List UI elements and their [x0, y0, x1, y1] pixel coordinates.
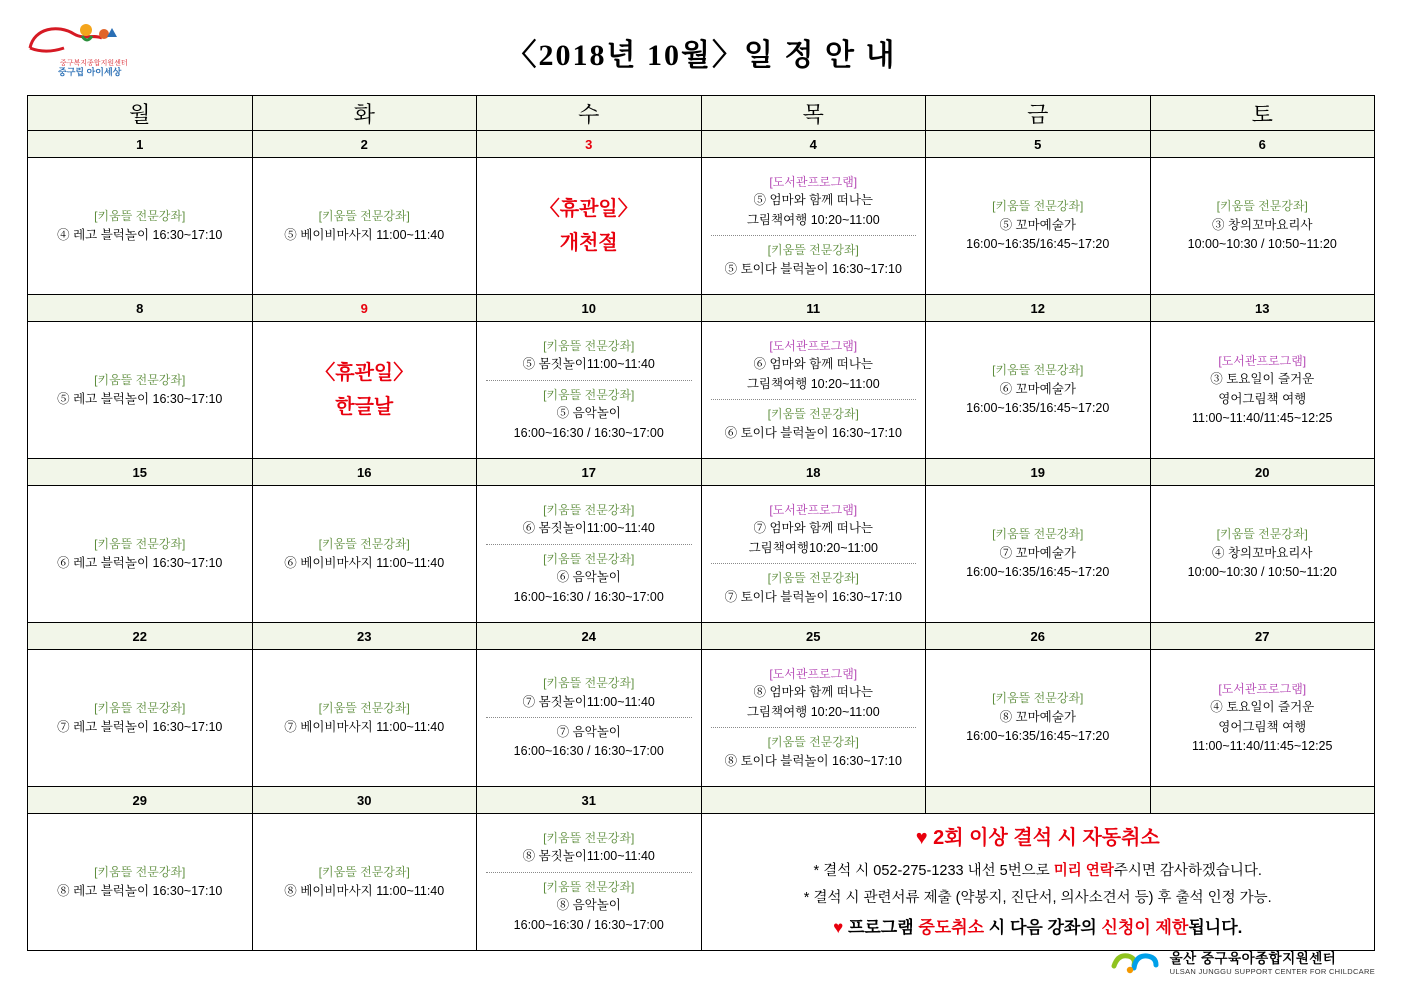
- date-number: 8: [28, 295, 253, 322]
- calendar-day-cell: [1150, 486, 1375, 623]
- date-number: [926, 787, 1151, 814]
- notice-line-1-pre: * 결석 시 052-275-1233 내선 5번으로: [813, 862, 1054, 879]
- date-number: 25: [701, 623, 926, 650]
- event-item: [929, 689, 1147, 746]
- dow-fri: 금: [926, 96, 1151, 131]
- event-line: ⑧ 꼬마예술가: [999, 709, 1076, 724]
- day-of-week-row: [28, 96, 1375, 131]
- event-item: [31, 535, 249, 573]
- calendar-day-cell: [252, 322, 477, 459]
- calendar-day-cell: [28, 322, 253, 459]
- holiday-line: 〈휴관일〉: [539, 198, 638, 220]
- date-number: 5: [926, 131, 1151, 158]
- event-line: 영어그림책 여행: [1218, 719, 1307, 734]
- event-tag: [키움뜰 전문강좌]: [992, 363, 1084, 378]
- date-number: 26: [926, 623, 1151, 650]
- date-number: 24: [477, 623, 702, 650]
- calendar-table: [27, 95, 1375, 951]
- notice-box: [701, 814, 1375, 951]
- event-line: 16:00~16:30 / 16:30~17:00: [513, 425, 664, 440]
- event-line: ⑦ 레고 블럭놀이 16:30~17:10: [57, 719, 223, 734]
- notice-line-1-highlight: 미리 연락: [1053, 862, 1114, 879]
- event-tag: [도서관프로그램]: [769, 338, 858, 353]
- event-item: [480, 386, 698, 443]
- calendar-day-cell: [252, 650, 477, 787]
- event-divider: [486, 544, 692, 545]
- event-line: ⑧ 레고 블럭놀이 16:30~17:10: [57, 883, 223, 898]
- date-number: 1: [28, 131, 253, 158]
- event-line: 16:00~16:30 / 16:30~17:00: [513, 917, 664, 932]
- event-line: ⑥ 음악놀이: [556, 570, 621, 585]
- svg-text:중구립 아이세상: 중구립 아이세상: [58, 67, 122, 77]
- event-tag: [키움뜰 전문강좌]: [94, 373, 186, 388]
- calendar-day-cell: [926, 650, 1151, 787]
- event-item: [705, 733, 923, 771]
- event-item: [256, 207, 474, 245]
- event-line: ⑥ 꼬마예술가: [999, 381, 1076, 396]
- event-item: [480, 550, 698, 607]
- date-number: 13: [1150, 295, 1375, 322]
- page-title: 〈2018년 10월〉일 정 안 내: [506, 39, 897, 72]
- date-number: 22: [28, 623, 253, 650]
- event-tag: [키움뜰 전문강좌]: [94, 865, 186, 880]
- date-number: 9: [252, 295, 477, 322]
- event-tag: [키움뜰 전문강좌]: [992, 199, 1084, 214]
- event-item: [929, 525, 1147, 582]
- event-tag: [키움뜰 전문강좌]: [543, 879, 635, 894]
- event-line: 11:00~11:40/11:45~12:25: [1192, 738, 1333, 753]
- notice-line-3-c: 됩니다.: [1188, 917, 1243, 937]
- date-number: 11: [701, 295, 926, 322]
- event-item: [705, 405, 923, 443]
- event-line: ⑧ 몸짓놀이11:00~11:40: [522, 849, 655, 864]
- event-line: ⑤ 음악놀이: [556, 406, 621, 421]
- calendar-day-cell: [926, 486, 1151, 623]
- calendar-day-cell: [1150, 158, 1375, 295]
- event-tag: [키움뜰 전문강좌]: [543, 502, 635, 517]
- event-divider: [711, 563, 917, 564]
- event-divider: [486, 872, 692, 873]
- event-line: ⑦ 베이비마사지 11:00~11:40: [284, 719, 445, 734]
- event-line: ⑤ 엄마와 함께 떠나는: [753, 193, 874, 208]
- event-item: [705, 569, 923, 607]
- calendar-day-cell: [701, 158, 926, 295]
- event-line: 16:00~16:30 / 16:30~17:00: [513, 589, 664, 604]
- footer-org-name: 울산 중구육아종합지원센터: [1169, 950, 1337, 966]
- notice-line-3-a: 프로그램: [843, 917, 919, 937]
- event-item: [31, 207, 249, 245]
- event-item: [480, 501, 698, 539]
- dow-tue: 화: [252, 96, 477, 131]
- calendar-day-cell: [1150, 650, 1375, 787]
- event-line: ⑦ 토이다 블럭놀이 16:30~17:10: [724, 589, 902, 604]
- calendar-week-row: [28, 158, 1375, 295]
- event-line: ⑤ 토이다 블럭놀이 16:30~17:10: [724, 261, 902, 276]
- date-number: 19: [926, 459, 1151, 486]
- event-item: [31, 699, 249, 737]
- event-item: [31, 863, 249, 901]
- event-tag: [키움뜰 전문강좌]: [767, 571, 859, 586]
- event-item: [929, 361, 1147, 418]
- event-item: [1154, 680, 1372, 757]
- event-line: ③ 창의꼬마요리사: [1212, 217, 1313, 232]
- notice-line-2: * 결석 시 관련서류 제출 (약봉지, 진단서, 의사소견서 등) 후 출석 인정 가능.: [803, 889, 1272, 906]
- event-divider: [486, 717, 692, 718]
- event-tag: [도서관프로그램]: [1218, 681, 1307, 696]
- notice-line-3: [712, 912, 1365, 943]
- event-tag: [키움뜰 전문강좌]: [767, 735, 859, 750]
- event-tag: [키움뜰 전문강좌]: [992, 527, 1084, 542]
- notice-line-3-highlight-2: 신청이 제한: [1101, 917, 1189, 937]
- footer: [1110, 946, 1375, 976]
- calendar-day-cell: [701, 650, 926, 787]
- svg-text:중구복지종합지원센터: 중구복지종합지원센터: [60, 60, 128, 67]
- date-number-row: [28, 787, 1375, 814]
- event-line: ⑧ 베이비마사지 11:00~11:40: [284, 883, 445, 898]
- event-line: 16:00~16:35/16:45~17:20: [966, 237, 1110, 252]
- holiday-line: 개천절: [559, 232, 618, 254]
- event-line: 그림책여행 10:20~11:00: [746, 704, 880, 719]
- calendar-day-cell: [28, 158, 253, 295]
- event-tag: [키움뜰 전문강좌]: [767, 243, 859, 258]
- notice-heart-icon: ♥: [833, 917, 844, 937]
- calendar-week-row: [28, 486, 1375, 623]
- event-item: [705, 337, 923, 394]
- event-line: 그림책여행10:20~11:00: [748, 540, 878, 555]
- event-item: [480, 337, 698, 375]
- event-tag: [도서관프로그램]: [769, 174, 858, 189]
- date-number-row: [28, 131, 1375, 158]
- event-divider: [486, 380, 692, 381]
- calendar-head: [28, 96, 1375, 131]
- event-tag: [키움뜰 전문강좌]: [1216, 199, 1308, 214]
- date-number: 4: [701, 131, 926, 158]
- event-line: 10:00~10:30 / 10:50~11:20: [1187, 237, 1337, 252]
- event-line: 영어그림책 여행: [1218, 391, 1307, 406]
- event-line: ⑦ 엄마와 함께 떠나는: [753, 521, 874, 536]
- event-line: ⑥ 엄마와 함께 떠나는: [753, 357, 874, 372]
- event-line: 16:00~16:35/16:45~17:20: [966, 565, 1110, 580]
- notice-line-3-b: 시 다음 강좌의: [984, 917, 1102, 937]
- event-item: [1154, 352, 1372, 429]
- holiday-line: 〈휴관일〉: [315, 362, 414, 384]
- event-tag: [키움뜰 전문강좌]: [94, 209, 186, 224]
- date-number: 16: [252, 459, 477, 486]
- event-line: ⑧ 엄마와 함께 떠나는: [753, 685, 874, 700]
- date-number: 12: [926, 295, 1151, 322]
- event-tag: [키움뜰 전문강좌]: [318, 209, 410, 224]
- dow-thu: 목: [701, 96, 926, 131]
- event-item: [705, 173, 923, 230]
- date-number: 10: [477, 295, 702, 322]
- event-line: ⑥ 토이다 블럭놀이 16:30~17:10: [724, 425, 902, 440]
- event-item: [929, 197, 1147, 254]
- calendar-day-cell: [477, 814, 702, 951]
- date-number: 29: [28, 787, 253, 814]
- event-line: 16:00~16:35/16:45~17:20: [966, 729, 1110, 744]
- calendar-week-row: [28, 650, 1375, 787]
- date-number-row: [28, 623, 1375, 650]
- footer-org-name-en: ULSAN JUNGGU SUPPORT CENTER FOR CHILDCARE: [1169, 966, 1375, 976]
- event-line: 그림책여행 10:20~11:00: [746, 212, 880, 227]
- event-line: 11:00~11:40/11:45~12:25: [1192, 410, 1333, 425]
- event-item: [1154, 197, 1372, 254]
- event-item: [480, 829, 698, 867]
- event-item: [256, 699, 474, 737]
- event-tag: [키움뜰 전문강좌]: [543, 551, 635, 566]
- event-item: [1154, 525, 1372, 582]
- event-tag: [키움뜰 전문강좌]: [94, 537, 186, 552]
- calendar-day-cell: [28, 650, 253, 787]
- event-item: [31, 371, 249, 409]
- date-number: 15: [28, 459, 253, 486]
- event-line: ⑦ 음악놀이: [556, 725, 621, 740]
- calendar-day-cell: [926, 158, 1151, 295]
- event-line: ⑧ 토이다 블럭놀이 16:30~17:10: [724, 753, 902, 768]
- event-divider: [711, 235, 917, 236]
- event-divider: [711, 727, 917, 728]
- dow-mon: 월: [28, 96, 253, 131]
- calendar-day-cell: [252, 486, 477, 623]
- event-item: [480, 674, 698, 712]
- date-number: 6: [1150, 131, 1375, 158]
- event-item: [256, 863, 474, 901]
- event-line: 16:00~16:30 / 16:30~17:00: [513, 744, 664, 759]
- date-number: 23: [252, 623, 477, 650]
- notice-line-1: [712, 858, 1365, 885]
- notice-line-1-post: 주시면 감사하겠습니다.: [1113, 862, 1262, 879]
- calendar-week-row: [28, 322, 1375, 459]
- calendar-day-cell: [701, 322, 926, 459]
- event-line: 10:00~10:30 / 10:50~11:20: [1187, 565, 1337, 580]
- event-line: ④ 창의꼬마요리사: [1212, 545, 1313, 560]
- event-item: [705, 241, 923, 279]
- event-tag: [키움뜰 전문강좌]: [543, 338, 635, 353]
- event-tag: [키움뜰 전문강좌]: [543, 830, 635, 845]
- calendar-week-row: [28, 814, 1375, 951]
- event-item: [480, 878, 698, 935]
- date-number: [701, 787, 926, 814]
- calendar: [27, 95, 1375, 951]
- event-item: [705, 665, 923, 722]
- event-item: [480, 723, 698, 762]
- event-line: ⑥ 몸짓놀이11:00~11:40: [522, 521, 655, 536]
- event-line: ⑤ 꼬마예술가: [999, 217, 1076, 232]
- event-line: ③ 토요일이 즐거운: [1210, 372, 1315, 387]
- calendar-day-cell: [252, 158, 477, 295]
- calendar-day-cell: [252, 814, 477, 951]
- date-number: [1150, 787, 1375, 814]
- event-item: [705, 501, 923, 558]
- event-tag: [키움뜰 전문강좌]: [992, 691, 1084, 706]
- calendar-day-cell: [1150, 322, 1375, 459]
- event-line: ④ 레고 블럭놀이 16:30~17:10: [57, 227, 223, 242]
- event-line: ④ 토요일이 즐거운: [1210, 700, 1315, 715]
- dow-wed: 수: [477, 96, 702, 131]
- calendar-day-cell: [477, 650, 702, 787]
- event-tag: [키움뜰 전문강좌]: [543, 676, 635, 691]
- event-line: ⑦ 꼬마예술가: [999, 545, 1076, 560]
- event-tag: [키움뜰 전문강좌]: [318, 537, 410, 552]
- notice-line-3-highlight-1: 중도취소: [918, 917, 985, 937]
- date-number: 3: [477, 131, 702, 158]
- event-tag: [키움뜰 전문강좌]: [543, 387, 635, 402]
- event-line: ⑥ 레고 블럭놀이 16:30~17:10: [57, 555, 223, 570]
- holiday-label: [480, 192, 698, 260]
- holiday-label: [256, 356, 474, 424]
- calendar-day-cell: [477, 322, 702, 459]
- event-line: ⑤ 베이비마사지 11:00~11:40: [284, 227, 445, 242]
- calendar-day-cell: [28, 486, 253, 623]
- calendar-day-cell: [926, 322, 1151, 459]
- calendar-day-cell: [477, 158, 702, 295]
- event-divider: [711, 399, 917, 400]
- holiday-line: 한글날: [335, 396, 394, 418]
- footer-org: [1170, 947, 1375, 976]
- date-number-row: [28, 295, 1375, 322]
- event-line: ⑤ 레고 블럭놀이 16:30~17:10: [57, 391, 223, 406]
- calendar-day-cell: [477, 486, 702, 623]
- event-line: 16:00~16:35/16:45~17:20: [966, 401, 1110, 416]
- event-tag: [키움뜰 전문강좌]: [1216, 527, 1308, 542]
- event-tag: [도서관프로그램]: [769, 666, 858, 681]
- event-tag: [키움뜰 전문강좌]: [318, 865, 410, 880]
- date-number: 20: [1150, 459, 1375, 486]
- event-tag: [키움뜰 전문강좌]: [94, 701, 186, 716]
- page-header: [0, 0, 1403, 92]
- event-tag: [키움뜰 전문강좌]: [318, 701, 410, 716]
- date-number: 27: [1150, 623, 1375, 650]
- date-number: 17: [477, 459, 702, 486]
- dow-sat: 토: [1150, 96, 1375, 131]
- notice-title: ♥ 2회 이상 결석 시 자동취소: [915, 826, 1160, 849]
- date-number: 18: [701, 459, 926, 486]
- calendar-body: [28, 131, 1375, 951]
- event-line: 그림책여행 10:20~11:00: [746, 376, 880, 391]
- event-tag: [도서관프로그램]: [1218, 353, 1307, 368]
- event-item: [256, 535, 474, 573]
- calendar-day-cell: [701, 486, 926, 623]
- event-line: ⑤ 몸짓놀이11:00~11:40: [522, 357, 655, 372]
- calendar-day-cell: [28, 814, 253, 951]
- event-tag: [도서관프로그램]: [769, 502, 858, 517]
- event-line: ⑦ 몸짓놀이11:00~11:40: [522, 694, 655, 709]
- date-number: 31: [477, 787, 702, 814]
- event-tag: [키움뜰 전문강좌]: [767, 407, 859, 422]
- date-number: 2: [252, 131, 477, 158]
- date-number-row: [28, 459, 1375, 486]
- date-number: 30: [252, 787, 477, 814]
- event-line: ⑧ 음악놀이: [556, 898, 621, 913]
- event-line: ⑥ 베이비마사지 11:00~11:40: [284, 555, 445, 570]
- sc-symbol-icon: [1110, 946, 1162, 976]
